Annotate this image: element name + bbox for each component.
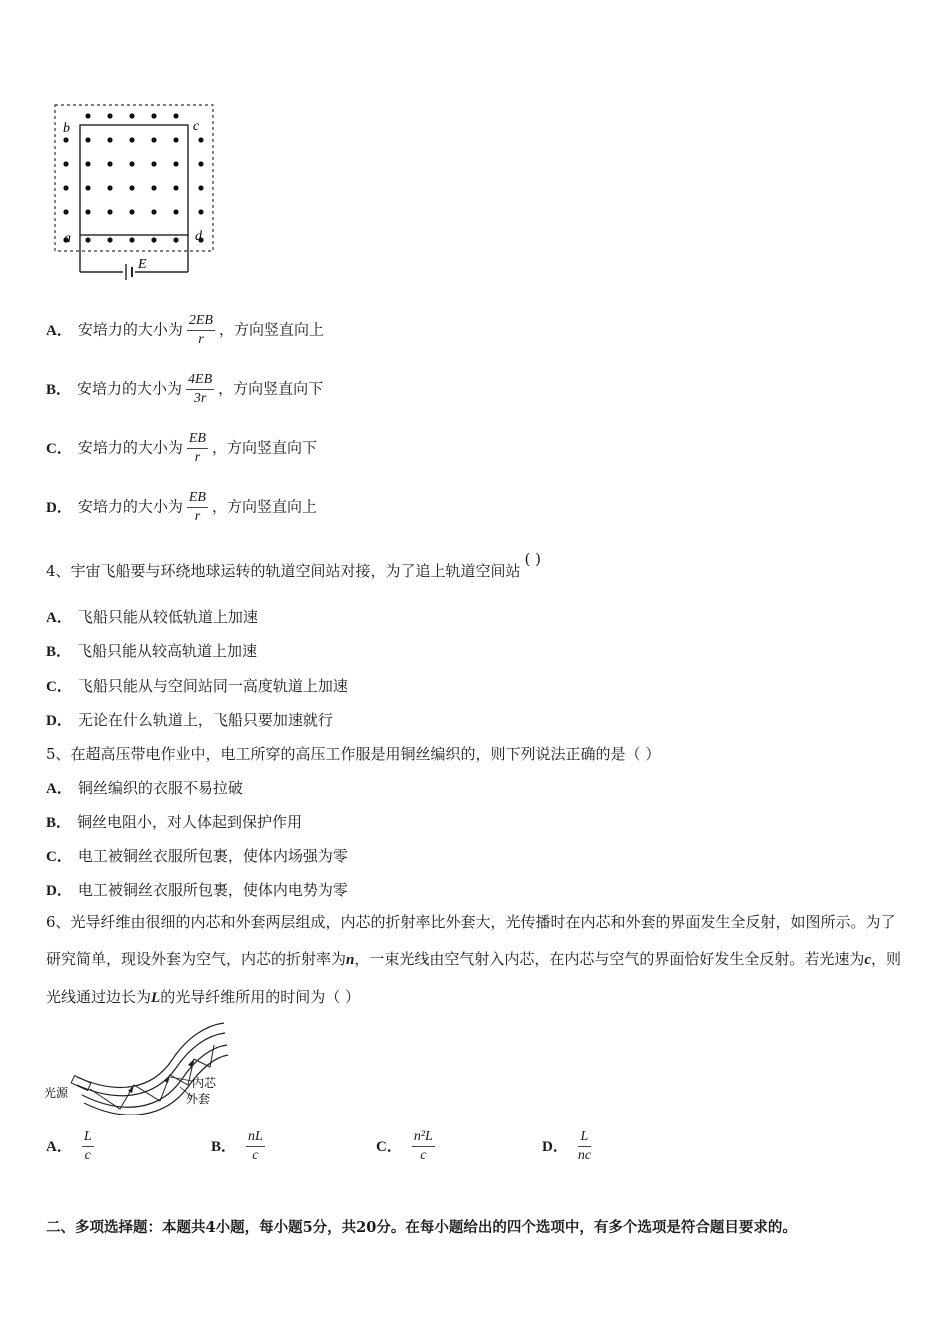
fraction: [246, 1128, 265, 1165]
option-text: 电工被铜丝衣服所包裹，使体内电势为零: [77, 881, 348, 899]
q3-option-a: [46, 312, 324, 349]
label-c: c: [193, 119, 200, 134]
fraction-denominator: c: [420, 1148, 427, 1163]
field-dot: [107, 209, 112, 214]
question-text: 6、光导纤维由很细的内芯和外套两层组成，内芯的折射率比外套大，光传播时在内芯和外套的界面发生全反射，如图所示。为了研究简单，现设外套为空气，内芯的折射率为: [46, 913, 896, 968]
fraction-numerator: L: [578, 1128, 591, 1147]
field-dot: [173, 161, 178, 166]
option-suffix: ，方向竖直向上: [211, 497, 317, 516]
q4-option-c: [46, 675, 348, 696]
fraction-denominator: nc: [577, 1148, 592, 1163]
q3-option-c: [46, 430, 317, 467]
section-text: 二、多项选择题：本题共4小题，每小题5分，共20分。在每小题给出的四个选项中，有多个选项是符合题目要求的。: [46, 1219, 797, 1236]
q5-option-b: [46, 811, 302, 832]
q5-option-d: [46, 879, 348, 900]
q5-option-c: [46, 845, 348, 866]
field-dot: [107, 137, 112, 142]
field-dot: [85, 137, 90, 142]
option-letter: C．: [46, 679, 72, 695]
question-text: 5、在超高压带电作业中，电工所穿的高压工作服是用铜丝编织的，则下列说法正确的是（ ）: [46, 745, 661, 763]
field-dot: [63, 137, 68, 142]
magnetic-field-diagram: [50, 100, 220, 290]
option-letter: B．: [46, 644, 72, 660]
q5-option-a: [46, 777, 243, 798]
option-prefix: 安培力的大小为: [77, 497, 183, 516]
fraction-numerator: L: [82, 1128, 94, 1147]
field-dot: [198, 185, 203, 190]
fraction-numerator: EB: [187, 489, 208, 508]
q5-stem: [46, 743, 660, 764]
light-source-box: [71, 1076, 91, 1091]
field-dot: [129, 113, 134, 118]
q4-option-a: [46, 606, 258, 627]
section-heading: [46, 1216, 797, 1237]
option-letter: A．: [46, 610, 72, 626]
fraction-numerator: 4EB: [186, 371, 214, 390]
field-dot: [63, 185, 68, 190]
field-dot: [63, 161, 68, 166]
question-text: 的光导纤维所用的时间为（ ）: [160, 988, 360, 1006]
q6-option-d: [542, 1128, 595, 1165]
fraction-numerator: EB: [187, 430, 208, 449]
fraction: [578, 1128, 591, 1165]
field-dot: [107, 113, 112, 118]
q6-option-c: [376, 1128, 439, 1165]
option-letter: D．: [46, 713, 72, 729]
option-letter: A．: [46, 322, 72, 339]
optical-fiber-diagram: [42, 1015, 232, 1115]
fraction: [186, 371, 214, 408]
option-suffix: ，方向竖直向上: [218, 320, 324, 339]
q6-option-a: [46, 1128, 98, 1165]
option-text: 铜丝编织的衣服不易拉破: [77, 779, 243, 797]
variable-n: n: [346, 952, 355, 968]
label-cladding: 外套: [186, 1092, 211, 1106]
field-dot: [107, 237, 112, 242]
option-letter: B．: [46, 381, 72, 398]
field-dot: [63, 209, 68, 214]
field-dot: [151, 209, 156, 214]
label-b: b: [63, 121, 70, 136]
field-dot: [151, 161, 156, 166]
option-letter: D．: [46, 883, 72, 899]
fraction-numerator: 2EB: [187, 312, 215, 331]
option-letter: B．: [211, 1138, 237, 1155]
field-dot: [198, 209, 203, 214]
fraction-denominator: r: [198, 332, 204, 347]
fraction: [187, 489, 208, 526]
magnetic-field-figure: [50, 100, 220, 290]
field-dot: [151, 237, 156, 242]
label-core: 内芯: [192, 1076, 217, 1090]
field-dot: [173, 185, 178, 190]
fraction-numerator: n²L: [412, 1128, 435, 1147]
option-prefix: 安培力的大小为: [77, 438, 183, 457]
q4-option-d: [46, 709, 333, 730]
variable-c: c: [864, 952, 872, 968]
field-dot: [129, 137, 134, 142]
fraction-numerator: nL: [246, 1128, 265, 1147]
q4-stem: [46, 550, 542, 581]
field-dot: [107, 161, 112, 166]
option-text: 飞船只能从与空间站同一高度轨道上加速: [77, 677, 348, 695]
field-dot: [173, 209, 178, 214]
fraction: [82, 1128, 94, 1165]
label-d: d: [195, 229, 202, 244]
option-text: 飞船只能从较高轨道上加速: [77, 642, 258, 660]
option-letter: B．: [46, 815, 72, 831]
q6-stem: [46, 904, 906, 1017]
option-prefix: 安培力的大小为: [77, 379, 183, 398]
field-dot: [85, 209, 90, 214]
option-text: 电工被铜丝衣服所包裹，使体内场强为零: [77, 847, 348, 865]
option-letter: C．: [46, 440, 72, 457]
option-letter: C．: [46, 849, 72, 865]
field-dot: [151, 185, 156, 190]
fraction-denominator: r: [194, 450, 201, 465]
field-dot: [129, 161, 134, 166]
q6-option-b: [211, 1128, 269, 1165]
option-letter: A．: [46, 1138, 72, 1155]
option-suffix: ，方向竖直向下: [211, 438, 317, 457]
option-letter: A．: [46, 781, 72, 797]
fraction: [187, 312, 215, 349]
option-suffix: ，方向竖直向下: [218, 379, 324, 398]
question-text: ，一束光线由空气射入内芯，在内芯与空气的界面恰好发生全反射。若光速为: [354, 950, 865, 968]
label-light-source: 光源: [44, 1086, 69, 1100]
field-dots: [63, 113, 203, 242]
label-E: E: [138, 257, 147, 272]
question-text: ，则光线通过边长为: [46, 950, 902, 1006]
answer-paren: ( ): [524, 550, 542, 568]
field-dot: [173, 237, 178, 242]
field-dot: [85, 161, 90, 166]
field-dot: [129, 209, 134, 214]
optical-fiber-figure: [42, 1015, 232, 1115]
fraction: [187, 430, 208, 467]
field-boundary: [55, 105, 213, 251]
option-letter: C．: [376, 1138, 402, 1155]
field-dot: [129, 237, 134, 242]
fraction-denominator: 3r: [193, 391, 207, 406]
option-letter: D．: [46, 499, 72, 516]
option-text: 无论在什么轨道上，飞船只要加速就行: [77, 711, 333, 729]
field-dot: [151, 137, 156, 142]
label-a: a: [64, 231, 71, 246]
field-dot: [151, 113, 156, 118]
q3-option-d: [46, 489, 317, 526]
variable-L: L: [151, 990, 161, 1006]
option-text: 飞船只能从较低轨道上加速: [77, 608, 258, 626]
field-dot: [198, 137, 203, 142]
field-dot: [85, 185, 90, 190]
field-dot: [173, 113, 178, 118]
ray-arrow: [164, 1075, 170, 1083]
fraction-denominator: r: [194, 509, 201, 524]
option-text: 铜丝电阻小，对人体起到保护作用: [77, 813, 303, 831]
field-dot: [198, 161, 203, 166]
field-dot: [173, 137, 178, 142]
fraction-denominator: c: [252, 1148, 259, 1163]
fraction-denominator: c: [84, 1148, 91, 1163]
field-dot: [85, 113, 90, 118]
field-dot: [107, 185, 112, 190]
option-letter: D．: [542, 1138, 568, 1155]
field-dot: [85, 237, 90, 242]
option-prefix: 安培力的大小为: [77, 320, 183, 339]
fraction: [412, 1128, 435, 1165]
question-text: 4、宇宙飞船要与环绕地球运转的轨道空间站对接，为了追上轨道空间站: [46, 562, 521, 580]
q3-option-b: [46, 371, 323, 408]
field-dot: [129, 185, 134, 190]
q6-options: [46, 1128, 906, 1178]
q4-option-b: [46, 640, 257, 661]
